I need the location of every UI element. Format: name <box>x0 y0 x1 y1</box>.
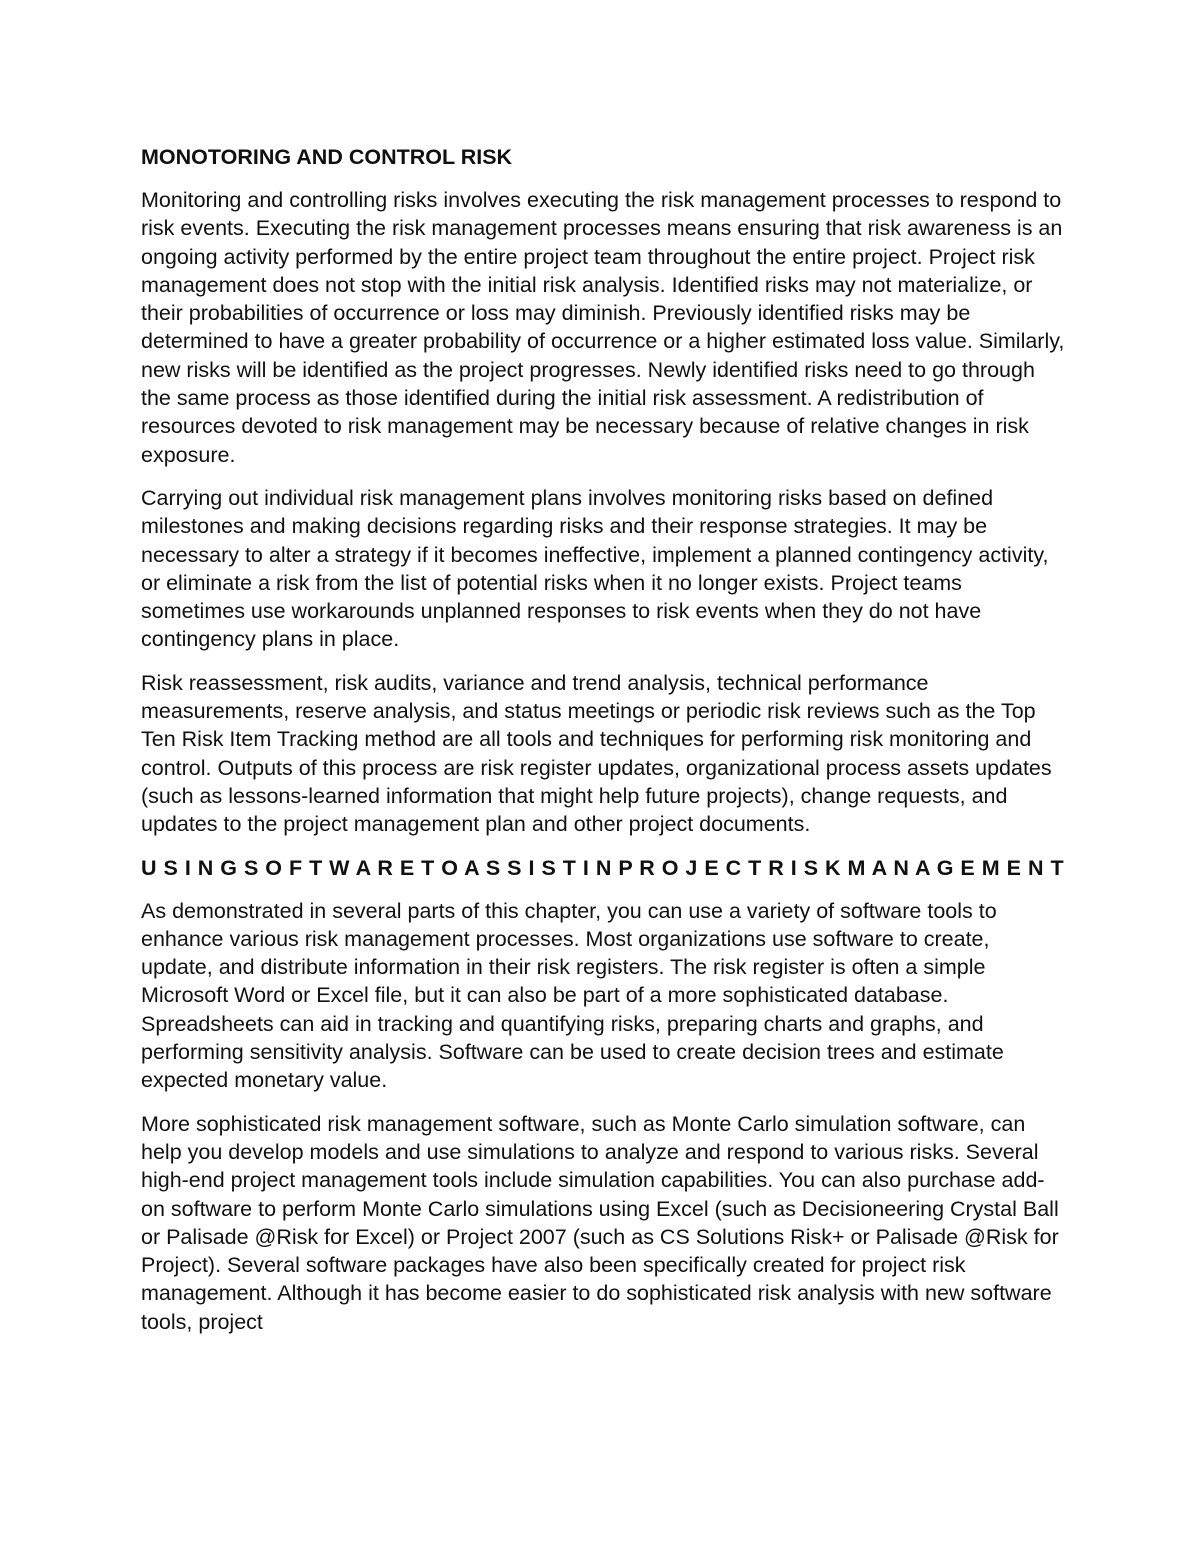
paragraph-software-tools: As demonstrated in several parts of this chapter, you can use a variety of software tools to enhance various risk management processes. Most organizations use software to create, update, and distribute information in their risk registers. The risk register is often a simple Microsoft Word or Excel file, but it can also be part of a more sophisticated database. Spreadsheets can aid in tracking and quantifying risks, preparing charts and graphs, and performing sensitivity analysis. Software can be used to create decision trees and estimate expected monetary value. <box>141 898 1004 1093</box>
document-page <box>141 143 1066 1351</box>
section-heading-monitoring: MONOTORING AND CONTROL RISK <box>141 145 513 169</box>
paragraph-monitoring-intro: Monitoring and controlling risks involves executing the risk management processes to respond to risk events. Executing the risk management processes means ensuring that risk awareness is an ongoing activity performed by the entire project team throughout the entire project. Project risk management does not stop with the initial risk analysis. Identified risks may not materialize, or their probabilities of occurrence or loss may diminish. Previously identified risks may be determined to have a greater probability of occurrence or a higher estimated loss value. Similarly, new risks will be identified as the project progresses. Newly identified risks need to go through the same process as those identified during the initial risk assessment. A redistribution of resources devoted to risk management may be necessary because of relative changes in risk exposure. <box>141 188 1065 467</box>
section-heading-software: U S I N G S O F T W A R E T O A S S I S T I N P R O J E C T R I S K M A N A G E M E N T <box>141 855 1065 880</box>
paragraph-tools-techniques: Risk reassessment, risk audits, variance and trend analysis, technical performance measurements, reserve analysis, and status meetings or periodic risk reviews such as the Top Ten Risk Item Tracking method are all tools and techniques for performing risk monitoring and control. Outputs of this process are risk register updates, organizational process assets updates (such as lessons-learned information that might help future projects), change requests, and updates to the project management plan and other project documents. <box>141 670 1052 837</box>
paragraph-monte-carlo: More sophisticated risk management software, such as Monte Carlo simulation software, can help you develop models and use simulations to analyze and respond to various risks. Several high-end project management tools include simulation capabilities. You can also purchase add-on software to perform Monte Carlo simulations using Excel (such as Decisioneering Crystal Ball or Palisade @Risk for Excel) or Project 2007 (such as CS Solutions Risk+ or Palisade @Risk for Project). Several software packages have also been specifically created for project risk management. Although it has become easier to do sophisticated risk analysis with new software tools, project <box>141 1111 1059 1334</box>
paragraph-risk-plans: Carrying out individual risk management plans involves monitoring risks based on defined milestones and making decisions regarding risks and their response strategies. It may be necessary to alter a strategy if it becomes ineffective, implement a planned contingency activity, or eliminate a risk from the list of potential risks when it no longer exists. Project teams sometimes use workarounds unplanned responses to risk events when they do not have contingency plans in place. <box>141 485 1049 652</box>
